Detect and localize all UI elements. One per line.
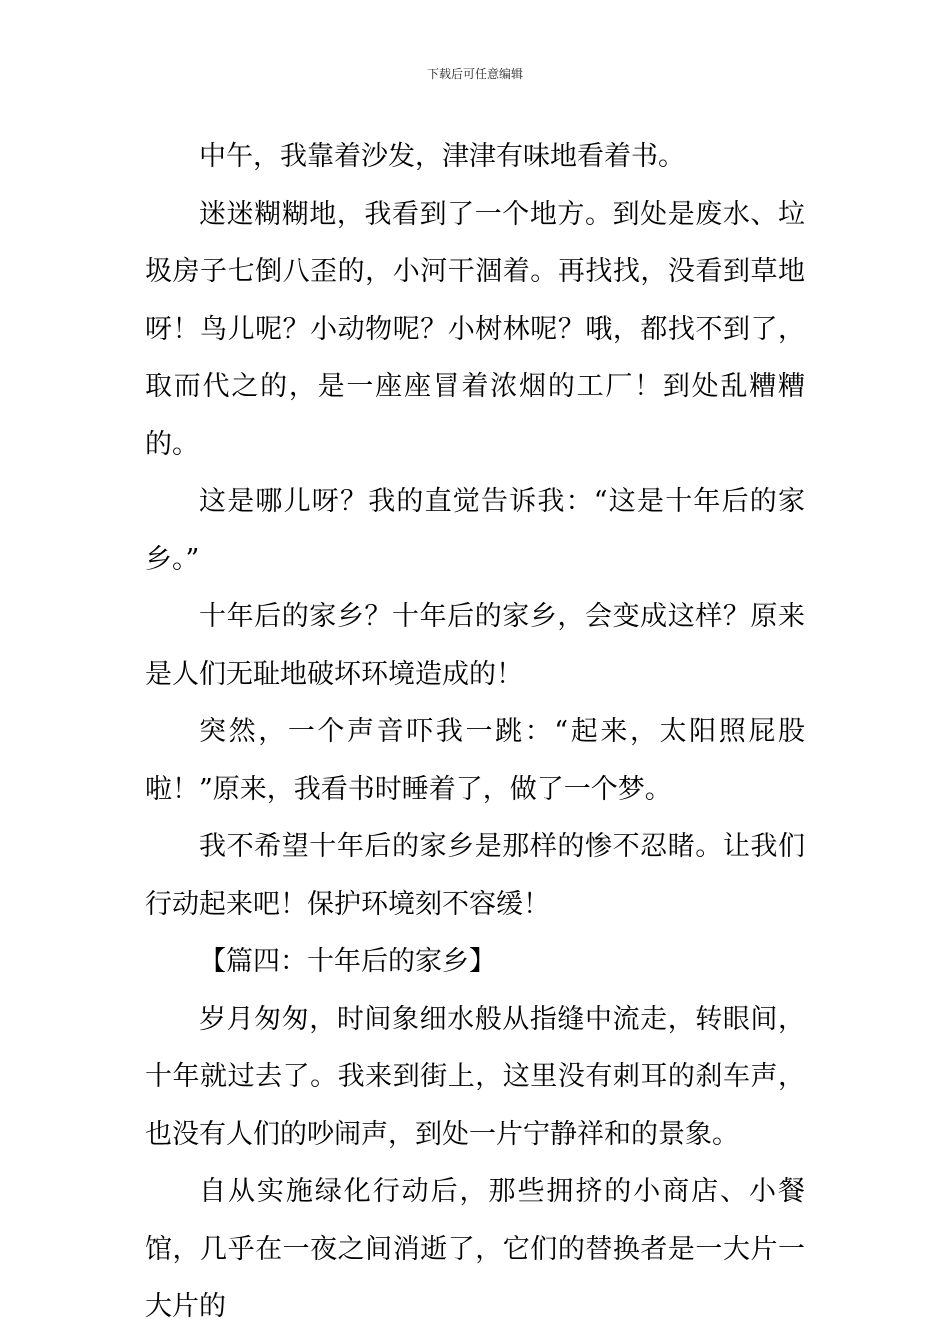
paragraph: 自从实施绿化行动后，那些拥挤的小商店、小餐馆，几乎在一夜之间消逝了，它们的替换者是一大片一大片的 xyxy=(145,1176,805,1322)
document-body xyxy=(145,128,805,1336)
paragraph: 十年后的家乡？十年后的家乡，会变成这样？原来是人们无耻地破坏环境造成的！ xyxy=(145,601,805,690)
paragraph: 这是哪儿呀？我的直觉告诉我：“这是十年后的家乡。” xyxy=(145,486,805,575)
paragraph: 我不希望十年后的家乡是那样的惨不忍睹。让我们行动起来吧！保护环境刻不容缓！ xyxy=(145,831,805,920)
paragraph: 中午，我靠着沙发，津津有味地看着书。 xyxy=(199,141,685,172)
paragraph: 岁月匆匆，时间象细水般从指缝中流走，转眼间，十年就过去了。我来到街上，这里没有刺耳的刹车声，也没有人们的吵闹声，到处一片宁静祥和的景象。 xyxy=(145,1003,805,1150)
paragraph: 突然，一个声音吓我一跳：“起来，太阳照屁股啦！”原来，我看书时睡着了，做了一个梦。 xyxy=(145,716,805,805)
section-heading: 【篇四：十年后的家乡】 xyxy=(199,946,496,977)
paragraph: 迷迷糊糊地，我看到了一个地方。到处是废水、垃圾房子七倒八歪的，小河干涸着。再找找，没看到草地呀！鸟儿呢？小动物呢？小树林呢？哦，都找不到了，取而代之的，是一座座冒着浓烟的工厂！到处乱糟糟的。 xyxy=(145,198,805,460)
page-header: 下载后可任意编辑 xyxy=(426,67,523,81)
